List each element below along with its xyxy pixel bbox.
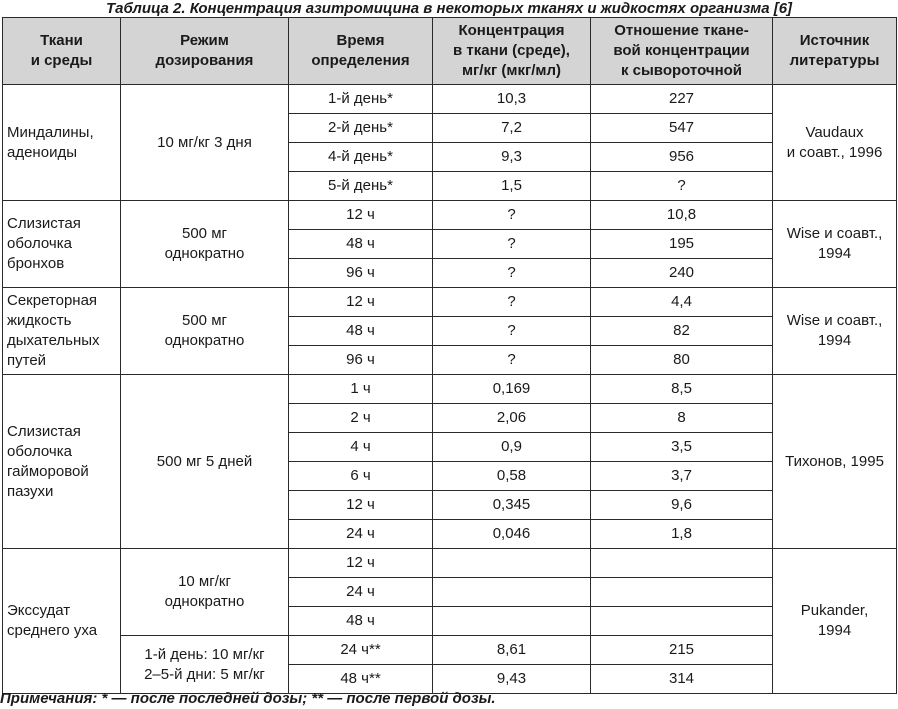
time-cell: 48 ч xyxy=(289,230,433,259)
concentration-cell: 0,046 xyxy=(433,520,591,549)
ratio-cell: 227 xyxy=(591,85,773,114)
header-tissue: Ткани и среды xyxy=(3,18,121,85)
header-row xyxy=(3,18,897,85)
source-line: Vaudaux xyxy=(805,123,864,141)
tissue-line: Миндалины, xyxy=(7,123,94,141)
source-cell xyxy=(773,201,897,288)
concentration-cell: 2,06 xyxy=(433,404,591,433)
time-cell: 5-й день* xyxy=(289,172,433,201)
time-cell: 48 ч xyxy=(289,607,433,636)
table-row xyxy=(3,636,897,665)
concentration-cell xyxy=(433,607,591,636)
dosing-line: 2–5-й дни: 5 мг/кг xyxy=(144,665,265,683)
time-cell: 1 ч xyxy=(289,375,433,404)
time-cell: 4-й день* xyxy=(289,143,433,172)
time-cell: 48 ч** xyxy=(289,665,433,694)
concentration-cell: 7,2 xyxy=(433,114,591,143)
ratio-cell: 8,5 xyxy=(591,375,773,404)
tissue-line: оболочка xyxy=(7,235,72,252)
dosing-line: 500 мг xyxy=(182,225,227,242)
source-cell xyxy=(773,85,897,201)
azithromycin-table xyxy=(2,17,897,694)
table-body xyxy=(3,85,897,694)
source-line: Wise и соавт., xyxy=(786,225,883,242)
ratio-cell: 10,8 xyxy=(591,201,773,230)
ratio-cell: 4,4 xyxy=(591,288,773,317)
header-source: Источник литературы xyxy=(773,18,897,85)
dosing-cell xyxy=(121,375,289,549)
ratio-cell: 82 xyxy=(591,317,773,346)
tissue-line: среднего уха xyxy=(7,622,98,639)
tissue-line: жидкость xyxy=(7,312,72,329)
ratio-cell: 3,7 xyxy=(591,462,773,491)
tissue-line: путей xyxy=(7,352,47,369)
header-concentration: Концентрация в ткани (среде), мг/кг (мкг/мл) xyxy=(433,18,591,85)
concentration-cell: ? xyxy=(433,201,591,230)
concentration-cell: 9,43 xyxy=(433,665,591,694)
dosing-line: 10 мг/кг 3 дня xyxy=(157,133,252,151)
dosing-cell xyxy=(121,636,289,694)
dosing-line: однократно xyxy=(164,245,245,262)
tissue-cell xyxy=(3,201,121,288)
concentration-cell: 0,58 xyxy=(433,462,591,491)
source-line: Тихонов, 1995 xyxy=(785,452,884,470)
time-cell: 6 ч xyxy=(289,462,433,491)
source-line: и соавт., 1996 xyxy=(786,143,883,161)
concentration-cell: 9,3 xyxy=(433,143,591,172)
tissue-line: оболочка xyxy=(7,442,72,460)
time-cell: 12 ч xyxy=(289,549,433,578)
dosing-cell xyxy=(121,288,289,375)
time-cell: 2 ч xyxy=(289,404,433,433)
dosing-cell xyxy=(121,201,289,288)
dosing-line: 500 мг 5 дней xyxy=(156,452,253,470)
concentration-cell: ? xyxy=(433,288,591,317)
ratio-cell: 8 xyxy=(591,404,773,433)
dosing-line: однократно xyxy=(164,332,245,349)
concentration-cell xyxy=(433,549,591,578)
time-cell: 4 ч xyxy=(289,433,433,462)
dosing-cell xyxy=(121,85,289,201)
source-cell xyxy=(773,288,897,375)
source-cell xyxy=(773,375,897,549)
table-row xyxy=(3,85,897,114)
dosing-line: однократно xyxy=(164,593,245,610)
concentration-cell xyxy=(433,578,591,607)
ratio-cell: 956 xyxy=(591,143,773,172)
table-row xyxy=(3,549,897,578)
tissue-line: Экссудат xyxy=(7,602,71,619)
time-cell: 24 ч xyxy=(289,578,433,607)
header-dosing: Режим дозирования xyxy=(121,18,289,85)
ratio-cell: 3,5 xyxy=(591,433,773,462)
time-cell: 12 ч xyxy=(289,201,433,230)
time-cell: 1-й день* xyxy=(289,85,433,114)
concentration-cell: 1,5 xyxy=(433,172,591,201)
header-time: Время определения xyxy=(289,18,433,85)
tissue-line: бронхов xyxy=(7,255,65,272)
ratio-cell: 240 xyxy=(591,259,773,288)
tissue-line: аденоиды xyxy=(7,143,77,161)
time-cell: 12 ч xyxy=(289,491,433,520)
source-line: Wise и соавт., xyxy=(786,312,883,329)
table-notes: Примечания: * — после последней дозы; ** — после первой дозы. xyxy=(0,690,496,707)
concentration-cell: ? xyxy=(433,317,591,346)
dosing-line: 10 мг/кг xyxy=(178,573,231,590)
tissue-line: Секреторная xyxy=(7,292,98,309)
tissue-line: Слизистая xyxy=(7,215,81,232)
table-row xyxy=(3,375,897,404)
ratio-cell: 80 xyxy=(591,346,773,375)
time-cell: 12 ч xyxy=(289,288,433,317)
source-line: 1994 xyxy=(817,332,852,349)
tissue-cell xyxy=(3,288,121,375)
source-line: Pukander, xyxy=(800,602,869,619)
ratio-cell: 215 xyxy=(591,636,773,665)
ratio-cell: 314 xyxy=(591,665,773,694)
dosing-cell xyxy=(121,549,289,636)
time-cell: 24 ч** xyxy=(289,636,433,665)
time-cell: 96 ч xyxy=(289,259,433,288)
ratio-cell: 1,8 xyxy=(591,520,773,549)
concentration-cell: 0,169 xyxy=(433,375,591,404)
ratio-cell: 195 xyxy=(591,230,773,259)
dosing-line: 500 мг xyxy=(182,312,227,329)
concentration-cell: ? xyxy=(433,259,591,288)
dosing-line: 1-й день: 10 мг/кг xyxy=(144,645,265,663)
concentration-cell: 8,61 xyxy=(433,636,591,665)
time-cell: 48 ч xyxy=(289,317,433,346)
tissue-cell xyxy=(3,549,121,694)
source-line: 1994 xyxy=(817,622,852,639)
time-cell: 2-й день* xyxy=(289,114,433,143)
table-caption: Таблица 2. Концентрация азитромицина в некоторых тканях и жидкостях организма [6] xyxy=(105,0,793,17)
ratio-cell: 547 xyxy=(591,114,773,143)
source-cell xyxy=(773,549,897,694)
time-cell: 96 ч xyxy=(289,346,433,375)
ratio-cell: ? xyxy=(591,172,773,201)
concentration-cell: ? xyxy=(433,346,591,375)
ratio-cell xyxy=(591,549,773,578)
ratio-cell: 9,6 xyxy=(591,491,773,520)
concentration-cell: 0,345 xyxy=(433,491,591,520)
tissue-cell xyxy=(3,85,121,201)
concentration-cell: 10,3 xyxy=(433,85,591,114)
header-ratio: Отношение ткане- вой концентрации к сывороточной xyxy=(591,18,773,85)
concentration-cell: ? xyxy=(433,230,591,259)
tissue-line: Слизистая xyxy=(7,422,81,440)
tissue-cell xyxy=(3,375,121,549)
ratio-cell xyxy=(591,578,773,607)
table-row xyxy=(3,201,897,230)
tissue-line: пазухи xyxy=(7,482,54,500)
tissue-line: дыхательных xyxy=(7,332,100,349)
tissue-line: гайморовой xyxy=(7,462,89,480)
source-line: 1994 xyxy=(817,245,852,262)
time-cell: 24 ч xyxy=(289,520,433,549)
ratio-cell xyxy=(591,607,773,636)
concentration-cell: 0,9 xyxy=(433,433,591,462)
table-row xyxy=(3,288,897,317)
